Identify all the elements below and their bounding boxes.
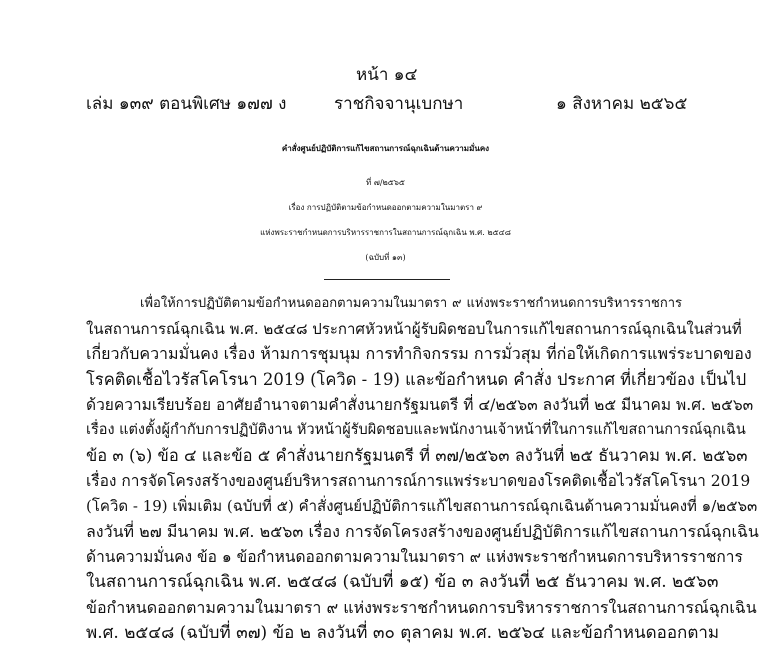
body-line: ด้านความมั่นคง ข้อ ๑ ข้อกำหนดออกตามความในมาตรา ๙ แห่งพระราชกำหนดการบริหารราชการ	[86, 548, 743, 566]
body-line: ข้อกำหนดออกตามความในมาตรา ๙ แห่งพระราชกำหนดการบริหารราชการในสถานการณ์ฉุกเฉิน	[86, 598, 757, 617]
subject-edition: (ฉบับที่ ๑๓)	[365, 253, 406, 262]
body-line: ลงวันที่ ๒๗ มีนาคม พ.ศ. ๒๕๖๓ เรื่อง การจัดโครงสร้างของศูนย์ปฏิบัติการแก้ไขสถานการณ์ฉุกเฉิน	[86, 522, 759, 541]
order-title: คำสั่งศูนย์ปฏิบัติการแก้ไขสถานการณ์ฉุกเฉินด้านความมั่นคง	[281, 143, 490, 153]
divider	[324, 279, 450, 280]
subject-line: เรื่อง การปฏิบัติตามข้อกำหนดออกตามความในมาตรา ๙	[288, 203, 483, 212]
gazette-name: ราชกิจจานุเบกษา	[334, 94, 464, 114]
body-line: เรื่อง แต่งตั้งผู้กำกับการปฏิบัติงาน หัวหน้าผู้รับผิดชอบและพนักงานเจ้าหน้าที่ในการแก้ไขสถานการณ์ฉุกเฉิน	[86, 422, 746, 438]
body-line: พ.ศ. ๒๕๔๘ (ฉบับที่ ๓๗) ข้อ ๒ ลงวันที่ ๓๐ ตุลาคม พ.ศ. ๒๕๖๔ และข้อกำหนดออกตาม	[86, 623, 720, 643]
body-line: ด้วยความเรียบร้อย อาศัยอำนาจตามคำสั่งนายกรัฐมนตรี ที่ ๔/๒๕๖๓ ลงวันที่ ๒๕ มีนาคม พ.ศ. ๒๕๖๓	[86, 396, 754, 414]
page-number: หน้า ๑๔	[356, 65, 418, 85]
volume-info: เล่ม ๑๓๙ ตอนพิเศษ ๑๗๗ ง	[86, 94, 287, 114]
body-line: ในสถานการณ์ฉุกเฉิน พ.ศ. ๒๕๔๘ (ฉบับที่ ๑๕) ข้อ ๓ ลงวันที่ ๒๕ ธันวาคม พ.ศ. ๒๕๖๓	[86, 572, 719, 592]
subject-line: แห่งพระราชกำหนดการบริหารราชการในสถานการณ์ฉุกเฉิน พ.ศ. ๒๕๔๘	[260, 228, 511, 237]
publication-date: ๑ สิงหาคม ๒๕๖๕	[556, 94, 688, 114]
body-line: ในสถานการณ์ฉุกเฉิน พ.ศ. ๒๕๔๘ ประกาศหัวหน้าผู้รับผิดชอบในการแก้ไขสถานการณ์ฉุกเฉินในส่วนที่	[86, 320, 742, 338]
body-line: เกี่ยวกับความมั่นคง เรื่อง ห้ามการชุมนุม การทำกิจกรรม การมั่วสุม ที่ก่อให้เกิดการแพร่ระบาดของ	[86, 344, 752, 363]
body-line: (โควิด - 19) เพิ่มเติม (ฉบับที่ ๕) คำสั่งศูนย์ปฏิบัติการแก้ไขสถานการณ์ฉุกเฉินด้านความมั่นคงที่ ๑/๒๕๖๓	[86, 497, 758, 515]
body-line: เรื่อง การจัดโครงสร้างของศูนย์บริหารสถานการณ์การแพร่ระบาดของโรคติดเชื้อไวรัสโคโรนา 2019	[86, 472, 751, 490]
body-line: โรคติดเชื้อไวรัสโคโรนา 2019 (โควิด - 19) และข้อกำหนด คำสั่ง ประกาศ ที่เกี่ยวข้อง เป็นไป	[86, 370, 747, 389]
body-line: เพื่อให้การปฏิบัติตามข้อกำหนดออกตามความในมาตรา ๙ แห่งพระราชกำหนดการบริหารราชการ	[140, 296, 682, 311]
body-line: ข้อ ๓ (๖) ข้อ ๔ และข้อ ๕ คำสั่งนายกรัฐมนตรี ที่ ๓๗/๒๕๖๓ ลงวันที่ ๒๕ ธันวาคม พ.ศ. ๒๕๖๓	[86, 446, 748, 465]
order-number: ที่ ๗/๒๕๖๕	[366, 178, 405, 187]
